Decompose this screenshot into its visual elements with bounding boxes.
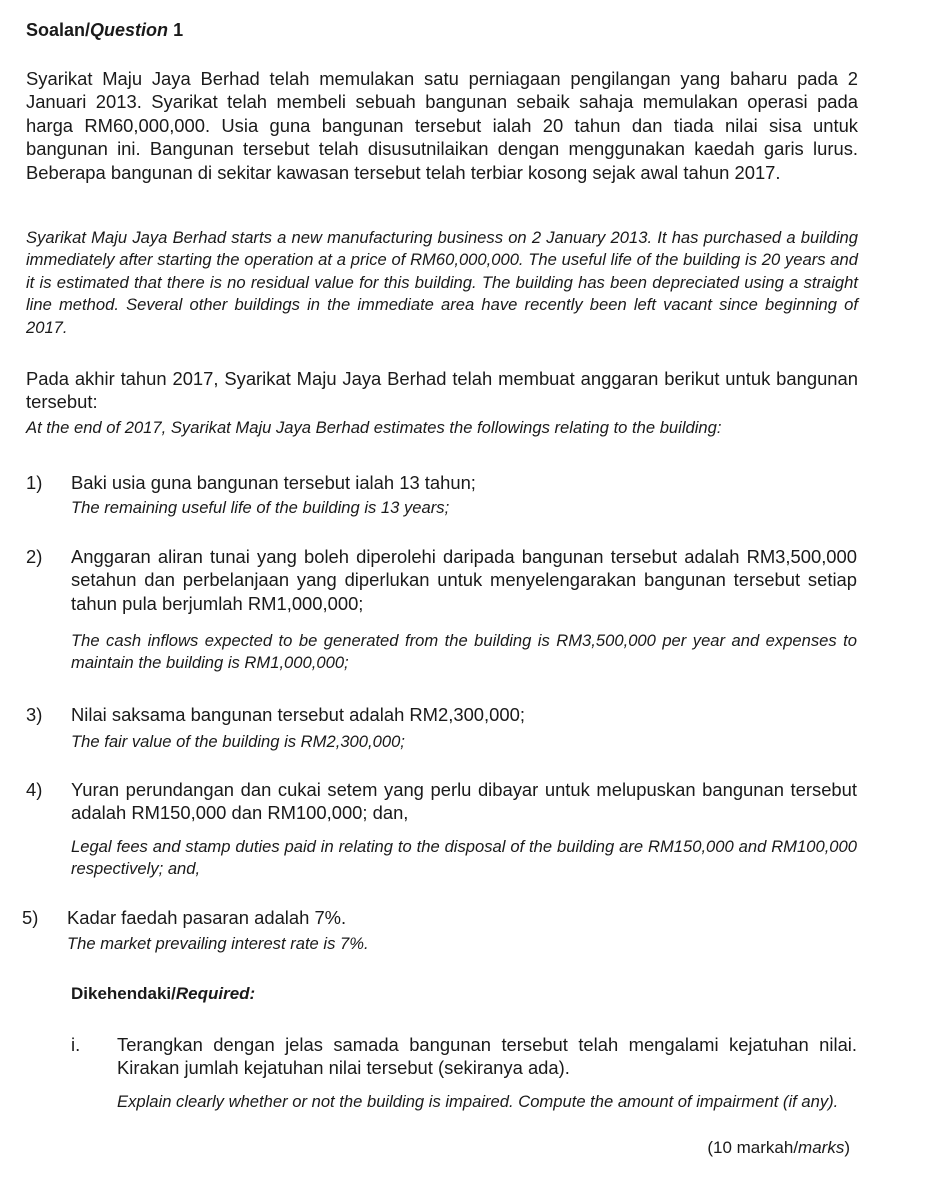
required-label-english: Required:	[175, 984, 256, 1003]
part-number: i.	[71, 1034, 81, 1055]
estimates-intro-malay: Pada akhir tahun 2017, Syarikat Maju Jaya Berhad telah membuat anggaran berikut untuk bangunan tersebut:	[26, 368, 858, 413]
item-number: 1)	[26, 472, 43, 493]
item-5-english: The market prevailing interest rate is 7%.	[67, 934, 369, 953]
intro-malay: Syarikat Maju Jaya Berhad telah memulakan satu perniagaan pengilangan yang baharu pada 2 Januari 2013. Syarikat telah membeli sebuah bangunan sebaik sahaja memulakan operasi pada harga RM60,000,000. Usia guna bangunan tersebut ialah 20 tahun dan tiada nilai sisa untuk bangunan ini. Bangunan tersebut telah disusutnilaikan dengan menggunakan kaedah garis lurus. Beberapa bangunan di sekitar kawasan tersebut telah terbiar kosong sejak awal tahun 2017.	[26, 68, 858, 183]
item-5-malay: Kadar faedah pasaran adalah 7%.	[67, 907, 347, 928]
item-2-malay: Anggaran aliran tunai yang boleh diperolehi daripada bangunan tersebut adalah RM3,500,000 setahun dan perbelanjaan yang diperlukan untuk menyelengarakan bangunan tersebut setiap tahun pula berjumlah RM1,000,000;	[71, 546, 857, 614]
item-number: 4)	[26, 779, 43, 800]
item-number: 2)	[26, 546, 43, 567]
question-heading	[26, 20, 183, 41]
item-4-malay: Yuran perundangan dan cukai setem yang perlu dibayar untuk melupuskan bangunan tersebut adalah RM150,000 dan RM100,000; dan,	[71, 779, 857, 824]
item-1-malay: Baki usia guna bangunan tersebut ialah 13 tahun;	[71, 472, 476, 493]
required-label-malay: Dikehendaki/	[71, 984, 176, 1003]
item-2-english: The cash inflows expected to be generated from the building is RM3,500,000 per year and expenses to maintain the building is RM1,000,000;	[71, 631, 857, 673]
question-label-english: Question	[90, 20, 169, 40]
intro-english: Syarikat Maju Jaya Berhad starts a new manufacturing business on 2 January 2013. It has purchased a building immediately after starting the operation at a price of RM60,000,000. The useful life of the building is 20 years and it is estimated that there is no residual value for this building. The building has been depreciated using a straight line method. Several other buildings in the immediate area have recently been left vacant since beginning of 2017.	[26, 228, 858, 337]
item-number: 5)	[22, 907, 39, 928]
marks-close: )	[844, 1138, 850, 1157]
part-i-malay: Terangkan dengan jelas samada bangunan tersebut telah mengalami kejatuhan nilai. Kirakan jumlah kejatuhan nilai tersebut (sekiranya ada).	[117, 1034, 857, 1079]
required-heading	[71, 984, 255, 1004]
question-label-malay: Soalan/	[26, 20, 91, 40]
item-1-english: The remaining useful life of the building is 13 years;	[71, 498, 450, 517]
question-number: 1	[173, 20, 184, 40]
marks-allocation	[707, 1138, 850, 1158]
marks-label-english: marks	[798, 1138, 845, 1157]
part-i-english: Explain clearly whether or not the building is impaired. Compute the amount of impairment (if any).	[117, 1092, 839, 1111]
estimates-intro-english: At the end of 2017, Syarikat Maju Jaya Berhad estimates the followings relating to the building:	[26, 418, 722, 437]
item-3-english: The fair value of the building is RM2,300,000;	[71, 732, 405, 751]
item-4-english: Legal fees and stamp duties paid in relating to the disposal of the building are RM150,000 and RM100,000 respectively; and,	[71, 837, 857, 879]
item-3-malay: Nilai saksama bangunan tersebut adalah RM2,300,000;	[71, 704, 525, 725]
marks-label-malay: (10 markah/	[707, 1138, 799, 1157]
item-number: 3)	[26, 704, 43, 725]
